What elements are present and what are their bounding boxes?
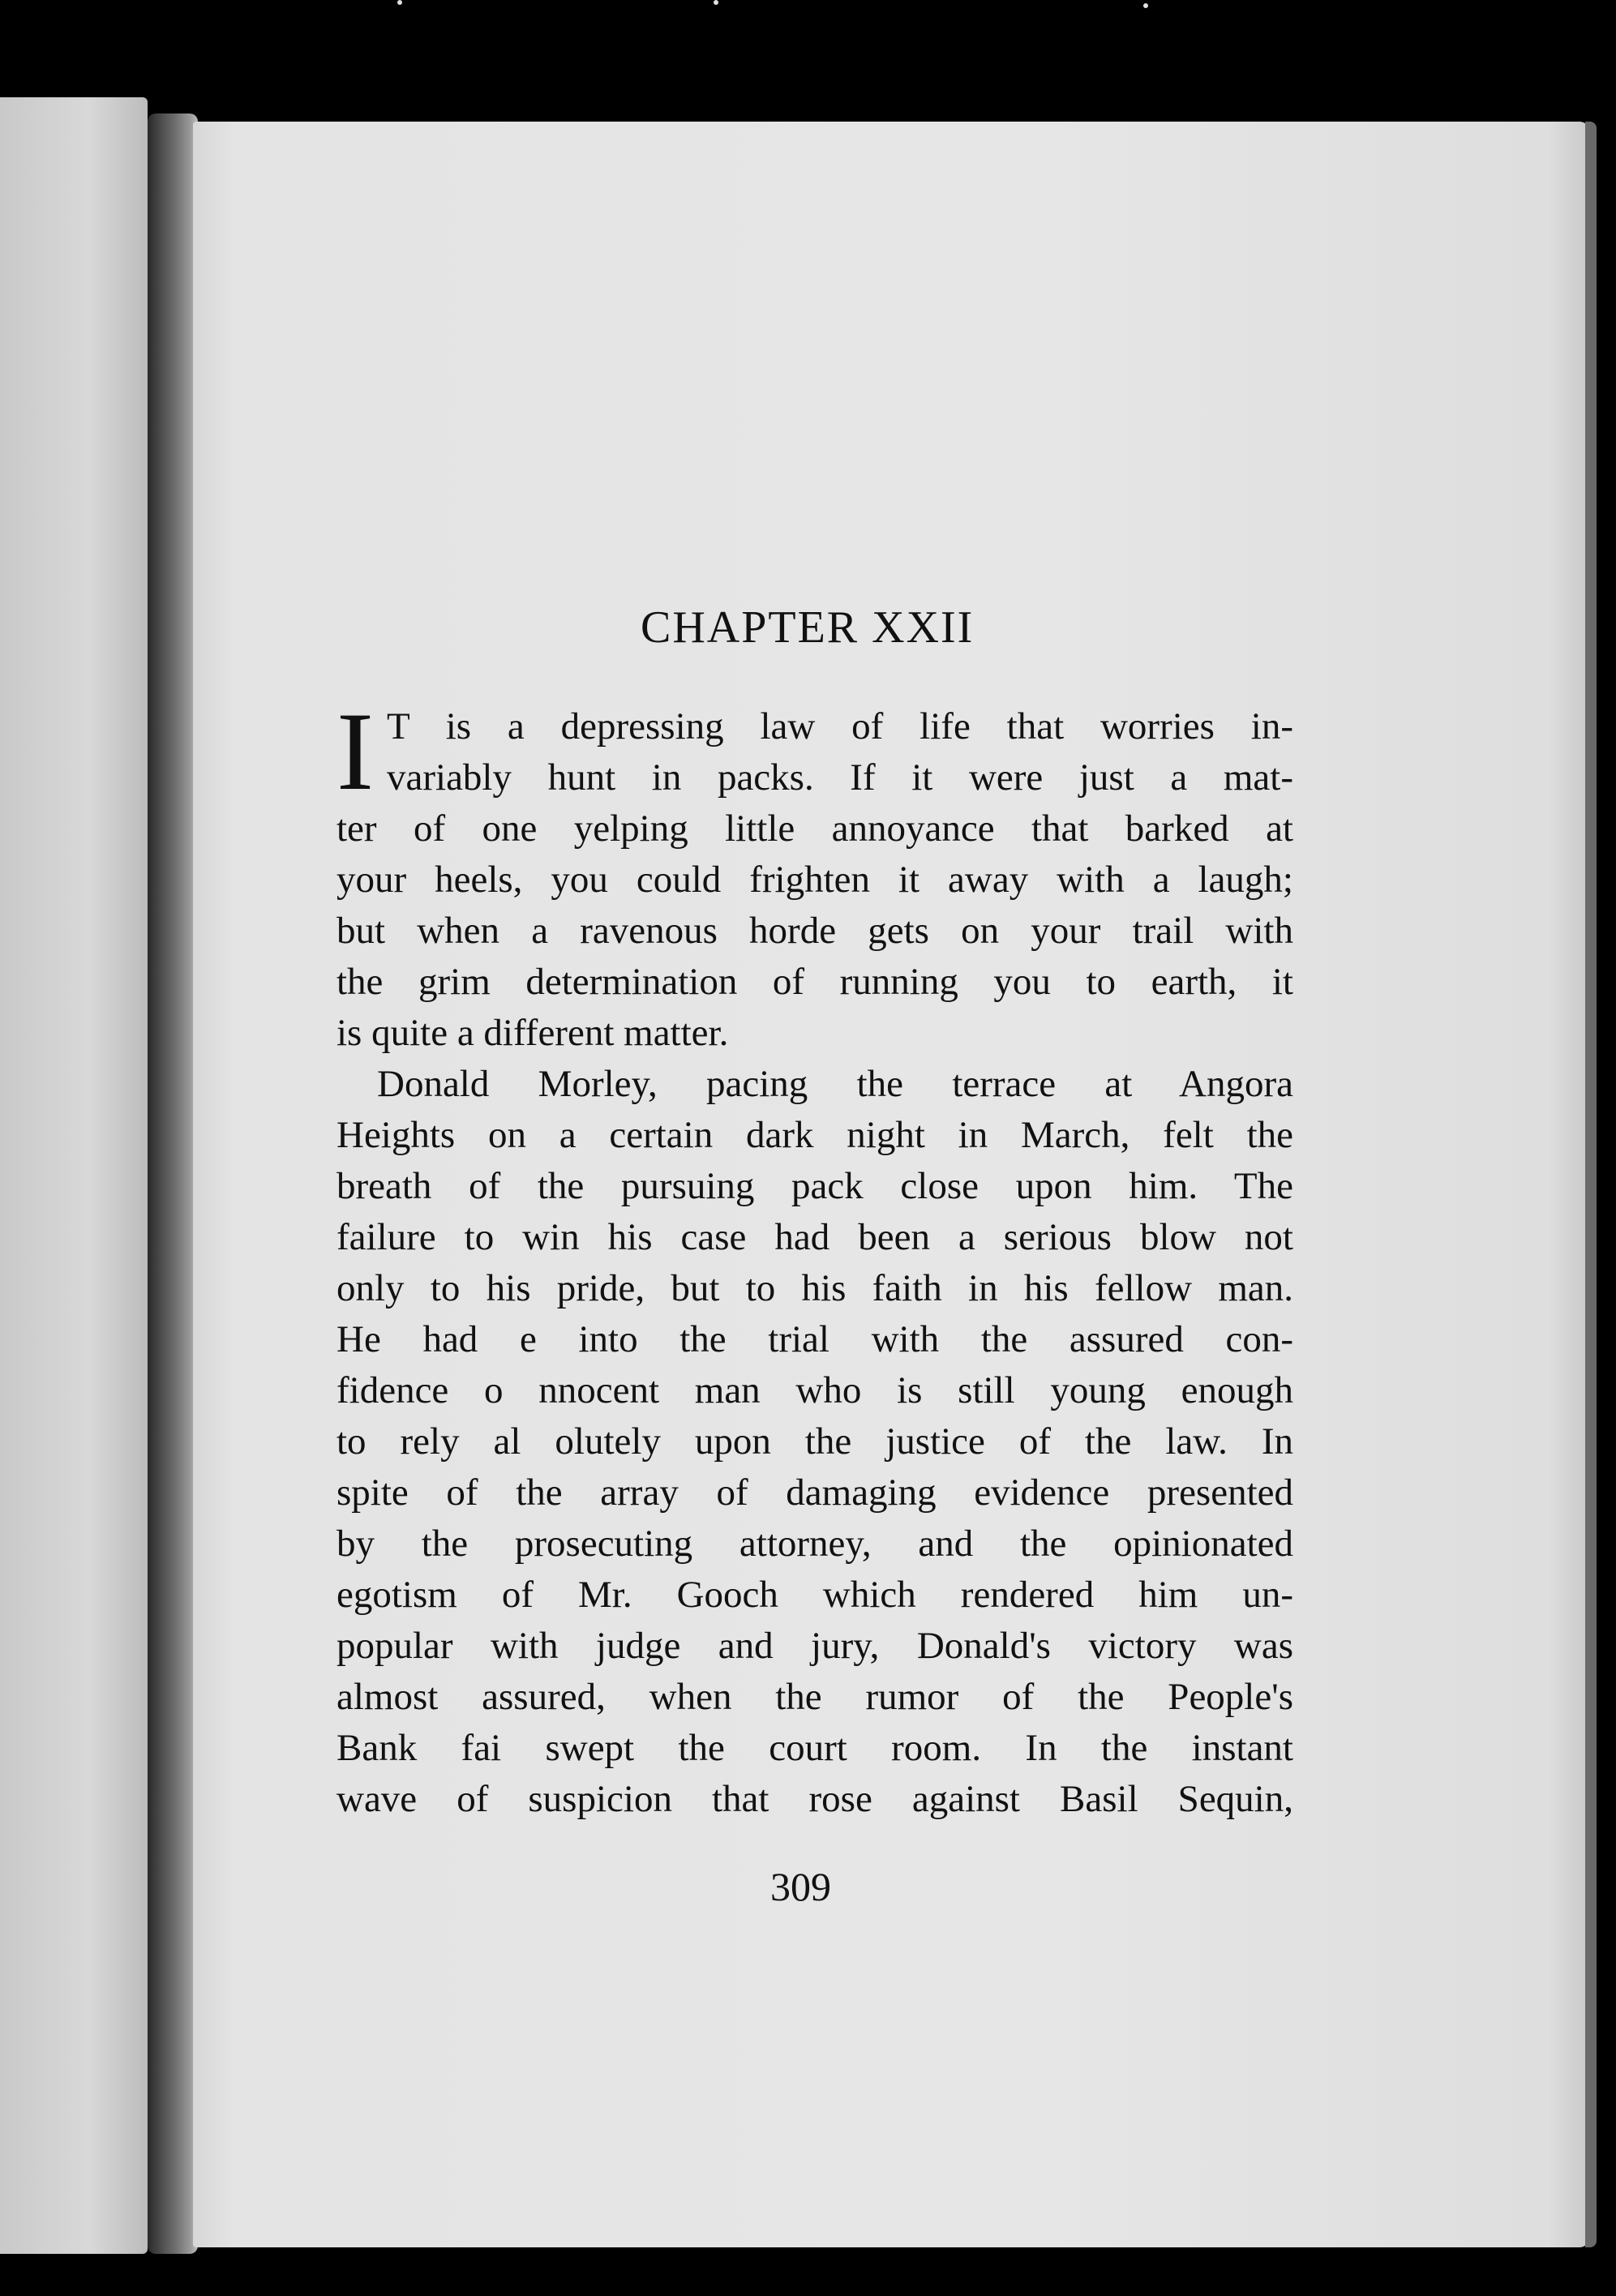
- text-line: ter of one yelping little annoyance that barked at: [336, 807, 1293, 850]
- body-text: [336, 689, 1293, 1825]
- scan-speck: [397, 0, 402, 5]
- text-line: wave of suspicion that rose against Basil Sequin,: [336, 1778, 1293, 1820]
- text-line: popular with judge and jury, Donald's victory was: [336, 1625, 1293, 1667]
- scan-speck: [714, 0, 718, 5]
- text-line: only to his pride, but to his faith in his fellow man.: [336, 1267, 1293, 1309]
- text-line: He had e into the trial with the assured con-: [336, 1318, 1293, 1360]
- text-line: breath of the pursuing pack close upon him. The: [336, 1165, 1293, 1207]
- text-line: T is a depressing law of life that worries in-: [387, 705, 1293, 747]
- text-line: but when a ravenous horde gets on your trail with: [336, 910, 1293, 952]
- text-line: spite of the array of damaging evidence presented: [336, 1471, 1293, 1514]
- text-line: to rely al olutely upon the justice of the law. In: [336, 1420, 1293, 1463]
- text-line: the grim determination of running you to earth, it: [336, 961, 1293, 1003]
- text-line: by the prosecuting attorney, and the opinionated: [336, 1523, 1293, 1565]
- text-line: your heels, you could frighten it away with a laugh;: [336, 859, 1293, 901]
- chapter-title: CHAPTER XXII: [641, 602, 975, 653]
- text-line: Heights on a certain dark night in March, felt the: [336, 1114, 1293, 1156]
- text-line: Donald Morley, pacing the terrace at Angora: [377, 1063, 1293, 1105]
- text-line: Bank fai swept the court room. In the instant: [336, 1727, 1293, 1769]
- text-line: egotism of Mr. Gooch which rendered him un-: [336, 1574, 1293, 1616]
- text-line: almost assured, when the rumor of the People's: [336, 1676, 1293, 1718]
- text-line: failure to win his case had been a serious blow not: [336, 1216, 1293, 1258]
- facing-page-edge: [0, 97, 148, 2254]
- page-edge-shadow: [1585, 122, 1597, 2247]
- book-binding: [148, 114, 198, 2254]
- page-number: 309: [770, 1864, 831, 1909]
- text-line: is quite a different matter.: [336, 1012, 729, 1054]
- scan-speck: [1143, 3, 1148, 8]
- drop-cap: I: [336, 689, 374, 813]
- text-line: variably hunt in packs. If it were just a mat-: [387, 756, 1293, 799]
- text-line: fidence o nnocent man who is still young enough: [336, 1369, 1293, 1411]
- scan-top-edge: [0, 0, 1616, 24]
